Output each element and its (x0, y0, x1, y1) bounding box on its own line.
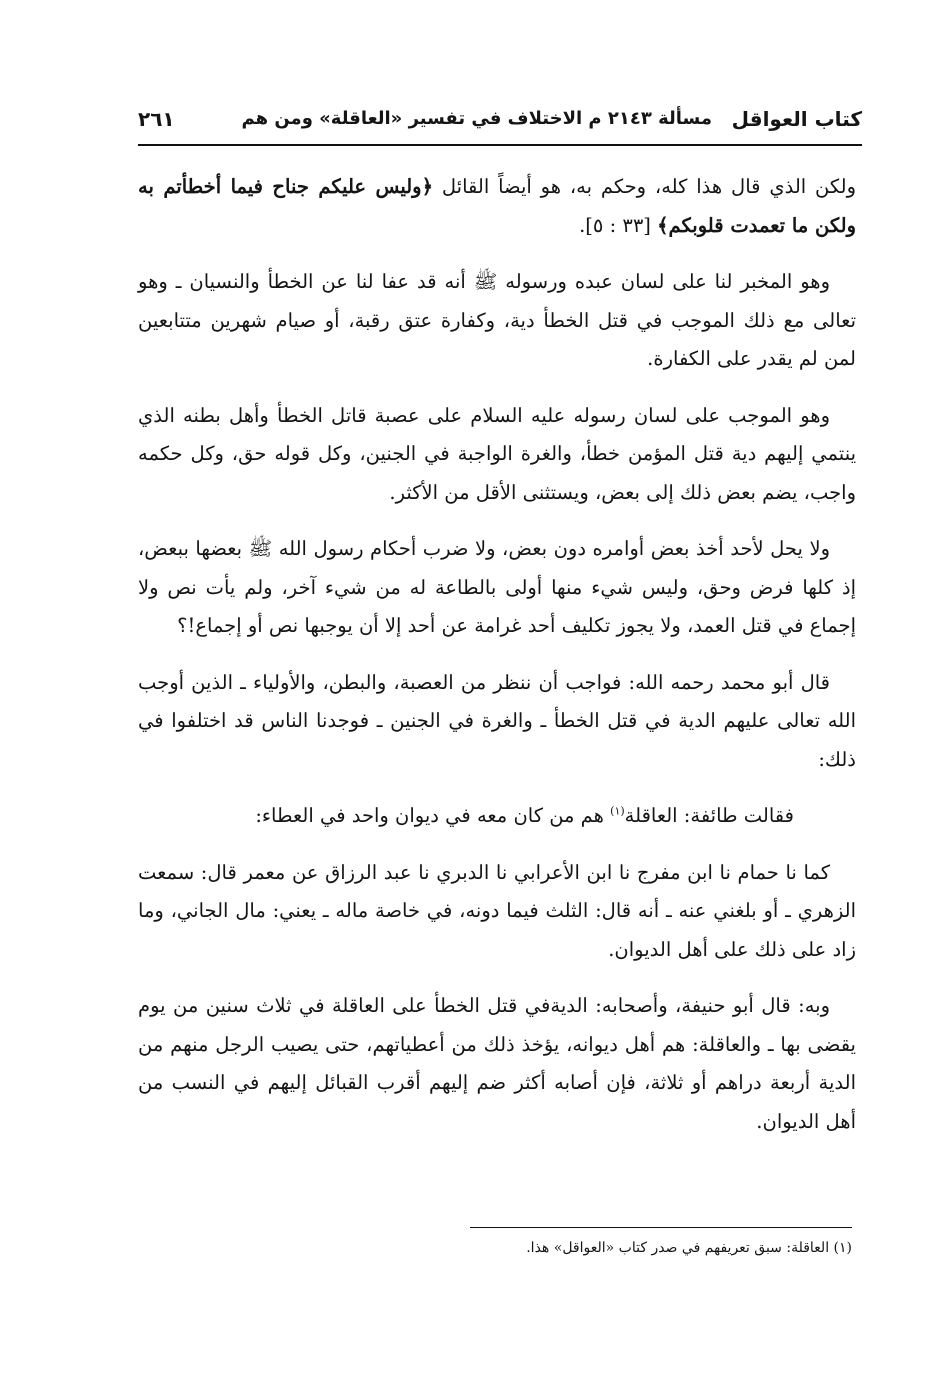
paragraph-6-continued: هم من كان معه في ديوان واحد في العطاء: (255, 804, 611, 827)
verse-reference: [٣٣ : ٥]. (579, 213, 651, 237)
main-text (138, 168, 856, 1159)
section-topic: مسألة ٢١٤٣ م الاختلاف في تفسير «العاقلة» ومن هم (241, 108, 712, 129)
paragraph-7: كما نا حمام نا ابن مفرج نا ابن الأعرابي نا الدبري نا عبد الرزاق عن معمر قال: سمعت الزهري ـ أو بلغني عنه ـ أنه قال: الثلث فيما دونه، في خاصة ماله ـ يعني: مال الجاني، وما زاد على ذلك على أهل الديوان. (138, 860, 856, 961)
paragraph-1-text: ولكن الذي قال هذا كله، وحكم به، هو أيضاً القائل (441, 175, 857, 198)
paragraph-5: قال أبو محمد رحمه الله: فواجب أن ننظر من العصبة، والبطن، والأولياء ـ الذين أوجب الله تعالى عليهم الدية في قتل الخطأ ـ والغرة في الجنين ـ فوجدنا الناس قد اختلفوا في ذلك: (138, 670, 856, 771)
paragraph-6-text: فقالت طائفة: العاقلة (624, 804, 794, 827)
book-title: كتاب العواقل (731, 107, 862, 131)
paragraph-1 (138, 168, 856, 245)
footnote-rule (470, 1227, 852, 1228)
paragraph-3: وهو الموجب على لسان رسوله عليه السلام على عصبة قاتل الخطأ وأهل بطنه الذي ينتمي إليهم دية قتل المؤمن خطأ، والغرة الواجبة في الجنين، وكل قوله حق، وكل حكمه واجب، يضم بعض ذلك إلى بعض، ويستثنى الأقل من الأكثر. (138, 403, 856, 504)
footnote-reference: (١) (610, 804, 625, 818)
page-number: ٢٦١ (138, 107, 175, 131)
running-header (138, 104, 862, 144)
paragraph-2: وهو المخبر لنا على لسان عبده ورسوله ﷺ أنه قد عفا لنا عن الخطأ والنسيان ـ وهو تعالى مع ذلك الموجب في قتل الخطأ دية، وكفارة عتق رقبة، أو صيام شهرين متتابعين لمن لم يقدر على الكفارة. (138, 270, 856, 370)
paragraph-4: ولا يحل لأحد أخذ بعض أوامره دون بعض، ولا ضرب أحكام رسول الله ﷺ بعضها ببعض، إذ كلها فرض وحق، وليس شيء منها أولى بالطاعة له من شيء آخر، ولم يأت نص ولا إجماع في قتل العمد، ولا يجوز تكليف أحد غرامة عن أحد إلا أن يوجبها نص أو إجماع!؟ (138, 537, 856, 637)
header-rule (138, 144, 862, 146)
quran-verse: ﴿وليس عليكم جناح فيما أخطأتم به ولكن ما تعمدت قلوبكم﴾ (138, 175, 856, 237)
footnote: (١) العاقلة: سبق تعريفهم في صدر كتاب «العواقل» هذا. (526, 1240, 852, 1256)
paragraph-8: وبه: قال أبو حنيفة، وأصحابه: الديةفي قتل الخطأ على العاقلة في ثلاث سنين من يوم يقضى بها ـ والعاقلة: هم أهل ديوانه، يؤخذ ذلك من أعطياتهم، حتى يصيب الرجل منهم من الدية أربعة دراهم أو ثلاثة، فإن أصابه أكثر ضم إليهم أقرب القبائل إليهم في النسب من أهل الديوان. (138, 994, 856, 1133)
paragraph-6 (138, 797, 856, 836)
